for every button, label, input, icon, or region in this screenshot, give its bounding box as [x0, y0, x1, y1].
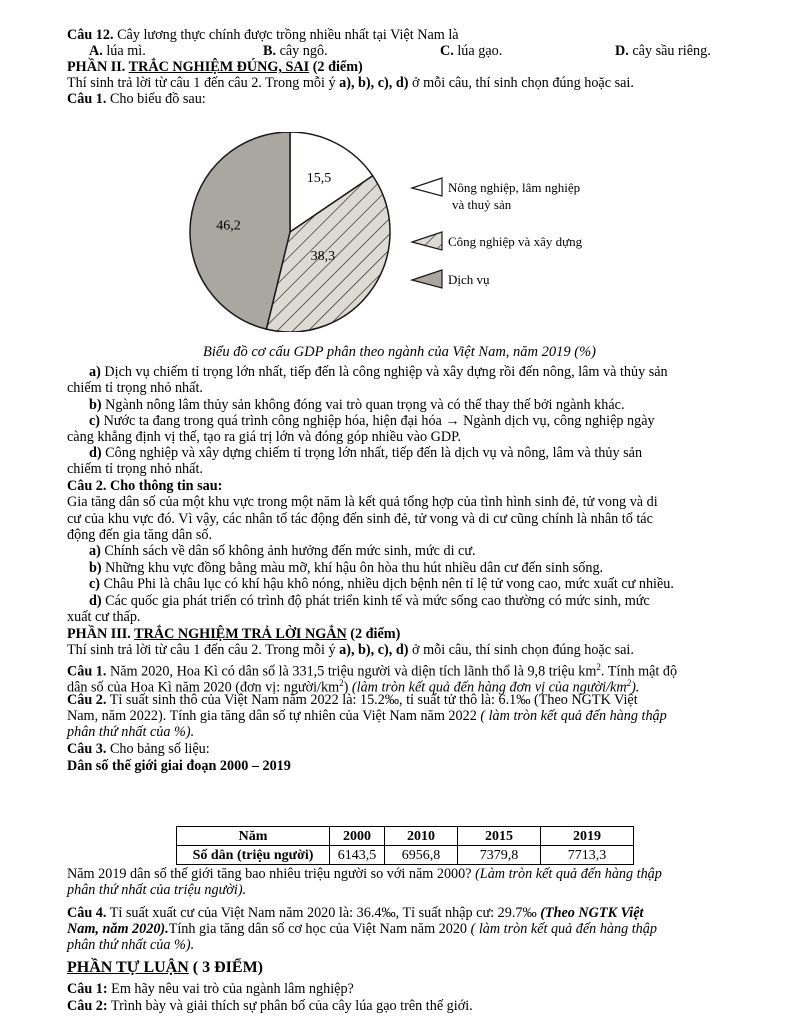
c2-para-line2: cư của khu vực đó. Vì vậy, các nhân tố tác động đến sinh đẻ, tử vong và di cư cũng chính là nhân tố tác: [67, 511, 653, 527]
essay-q1: Câu 1: Em hãy nêu vai trò của ngành lâm nghiệp?: [67, 981, 354, 997]
part3-instructions: Thí sinh trả lời từ câu 1 đến câu 2. Trong mỗi ý a), b), c), d) ở mỗi câu, thí sinh chọn đúng hoặc sai.: [67, 642, 634, 658]
p3-q3-stem: Câu 3. Cho bảng số liệu:: [67, 741, 210, 757]
p3-q3-table-title: Dân số thế giới giai đoạn 2000 – 2019: [67, 758, 291, 774]
c2-item-c: c) Châu Phi là châu lục có khí hậu khô nóng, nhiều dịch bệnh nên tỉ lệ tử vong cao, mức xuất cư nhiều.: [89, 576, 674, 592]
legend-swatch-icon: [412, 270, 442, 288]
legend-label-line2: và thuỷ sản: [452, 197, 512, 212]
part2-instructions: Thí sinh trả lời từ câu 1 đến câu 2. Trong mỗi ý a), b), c), d) ở mỗi câu, thí sinh chọn đúng hoặc sai.: [67, 75, 634, 91]
table-cell: 2015: [458, 827, 541, 846]
c2-item-d-line2: xuất cư thấp.: [67, 609, 141, 625]
legend-swatch-icon: [412, 232, 442, 250]
legend-label: Dịch vụ: [448, 272, 490, 287]
table-row: [177, 846, 634, 865]
legend-label: Công nghiệp và xây dựng: [448, 234, 583, 249]
c2-para-line3: động đến gia tăng dân số.: [67, 527, 212, 543]
chart-caption: Biểu đồ cơ cấu GDP phân theo ngành của Việt Nam, năm 2019 (%): [203, 344, 596, 360]
essay-heading: PHẦN TỰ LUẬN ( 3 ĐIỂM): [67, 959, 263, 976]
q12-option-c: C. lúa gạo.: [440, 43, 503, 59]
p3-q3-after-line1: Năm 2019 dân số thế giới tăng bao nhiêu triệu người so với năm 2000? (Làm tròn kết quả đến hàng thập: [67, 866, 662, 882]
pie-value-label: 46,2: [216, 218, 241, 234]
gdp-pie-chart: [180, 132, 610, 332]
c2-item-a: a) Chính sách về dân số không ảnh hưởng đến mức sinh, mức di cư.: [89, 543, 476, 559]
c2-item-b: b) Những khu vực đồng bằng màu mỡ, khí hậu ôn hòa thu hút nhiều dân cư đến sinh sống.: [89, 560, 604, 576]
c1-item-d-line1: d) Công nghiệp và xây dựng chiếm tỉ trọng lớn nhất, tiếp đến là dịch vụ và nông, lâm và thủy sản: [89, 445, 643, 461]
table-cell: 2000: [330, 827, 385, 846]
table-cell: 2010: [385, 827, 458, 846]
p3-q4-line3: phân thứ nhất của %).: [67, 937, 195, 953]
p3-q4-line2: Nam, năm 2020).Tính gia tăng dân số cơ học của Việt Nam năm 2020 ( làm tròn kết quả đến hàng thập: [67, 921, 657, 937]
c2-para-line1: Gia tăng dân số của một khu vực trong một năm là kết quả tổng hợp của tình hình sinh đẻ, tử vong và di: [67, 494, 658, 510]
p3-q2-line1: Câu 2. Tỉ suất sinh thô của Việt Nam năm 2022 là: 15.2‰, tỉ suất tử thô là: 6.1‰ (Theo NGTK Việt: [67, 692, 638, 708]
table-cell: Số dân (triệu người): [177, 846, 330, 865]
table-cell: 6956,8: [385, 846, 458, 865]
c1-item-d-line2: chiếm tỉ trọng nhỏ nhất.: [67, 461, 203, 477]
c1-item-c-line2: càng khẳng định vị thế, tạo ra giá trị lớn và đóng góp nhiều vào GDP.: [67, 429, 462, 445]
p3-q4-line1: Câu 4. Tỉ suất xuất cư của Việt Nam năm 2020 là: 36.4‰, Tỉ suất nhập cư: 29.7‰ (Theo NGTK Việt: [67, 905, 644, 921]
part2-c1-stem: Câu 1. Cho biểu đồ sau:: [67, 91, 206, 107]
c1-item-a-line2: chiếm tỉ trọng nhỏ nhất.: [67, 380, 203, 396]
c2-item-d-line1: d) Các quốc gia phát triển có trình độ phát triển kinh tế và mức sống cao thường có mức sinh, mức: [89, 593, 650, 609]
part3-heading: PHẦN III. TRẮC NGHIỆM TRẢ LỜI NGẮN (2 điểm): [67, 626, 401, 642]
q12-option-a: A. lúa mì.: [89, 43, 146, 59]
q12-text: Cây lương thực chính được trồng nhiều nhất tại Việt Nam là: [117, 27, 459, 43]
p3-q1-line1: Câu 1. Năm 2020, Hoa Kì có dân số là 331,5 triệu người và diện tích lãnh thổ là 9,8 triệu $km^2$. Tính mật độ: [67, 662, 678, 680]
table-cell: 7713,3: [541, 846, 634, 865]
population-table: [176, 826, 634, 865]
c1-item-b: b) Ngành nông lâm thủy sản không đóng vai trò quan trọng và có thể thay thế bởi ngành khác.: [89, 397, 625, 413]
pie-value-label: 38,3: [310, 248, 336, 264]
c2-title: Câu 2. Cho thông tin sau:: [67, 478, 223, 494]
table-cell: 7379,8: [458, 846, 541, 865]
q12-label: Câu 12.: [67, 27, 114, 43]
table-header-row: [177, 827, 634, 846]
table-cell: Năm: [177, 827, 330, 846]
q12-stem: [67, 27, 459, 43]
c1-item-c-line1: c) Nước ta đang trong quá trình công nghiệp hóa, hiện đại hóa → Ngành dịch vụ, công nghiệp ngày: [89, 413, 655, 429]
essay-q2: Câu 2: Trình bày và giải thích sự phân bố của cây lúa gạo trên thế giới.: [67, 998, 473, 1014]
p3-q1-line2: dân số của Hoa Kì năm 2020 (đơn vị: người/$km^2$) (làm tròn kết quả đến hàng đơn vị của người/$km^2$).: [67, 678, 640, 696]
c1-item-a-line1: a) Dịch vụ chiếm tỉ trọng lớn nhất, tiếp đến là công nghiệp và xây dựng rồi đến nông, lâm và thủy sản: [89, 364, 668, 380]
p3-q2-line3: phân thứ nhất của %).: [67, 724, 195, 740]
pie-value-label: 15,5: [306, 171, 332, 187]
legend-label: Nông nghiệp, lâm nghiệp: [448, 180, 581, 195]
part2-heading: PHẦN II. TRẮC NGHIỆM ĐÚNG, SAI (2 điểm): [67, 59, 363, 75]
p3-q2-line2: Nam, năm 2022). Tính gia tăng dân số tự nhiên của Việt Nam năm 2022 ( làm tròn kết quả đến hàng thập: [67, 708, 667, 724]
q12-option-d: D. cây sầu riêng.: [615, 43, 711, 59]
table-cell: 2019: [541, 827, 634, 846]
table-cell: 6143,5: [330, 846, 385, 865]
p3-q3-after-line2: phân thứ nhất của triệu người).: [67, 882, 247, 898]
q12-option-b: B. cây ngô.: [263, 43, 328, 59]
legend-swatch-icon: [412, 178, 442, 196]
